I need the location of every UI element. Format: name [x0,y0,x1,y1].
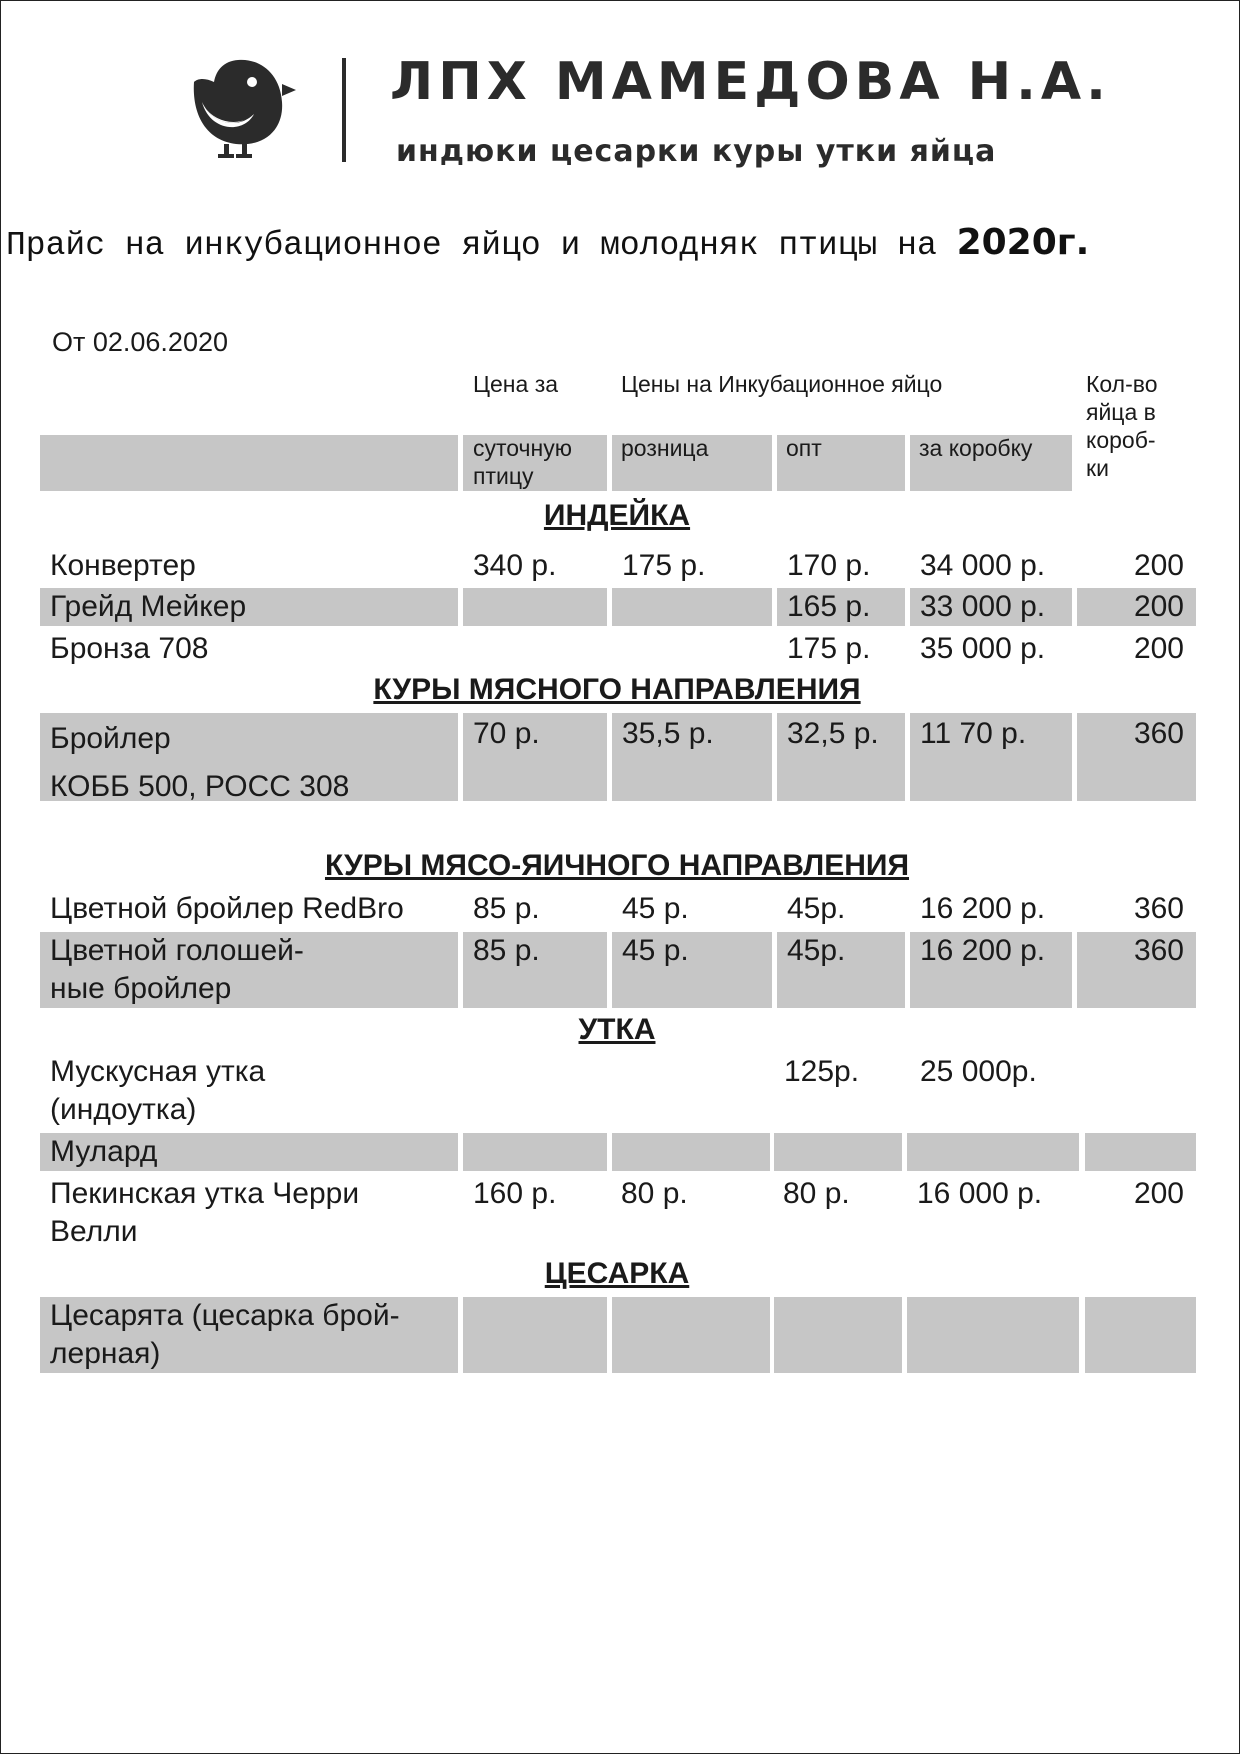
row-peking-chick: 160 р. [473,1177,557,1210]
row-guinea-keets-bg-chick [463,1297,607,1373]
row-muscovy-wholesale: 125р. [784,1055,860,1088]
header-wholesale: опт [786,435,822,461]
row-grade-maker-wholesale: 165 р. [787,590,871,623]
header-egg-prices: Цены на Инкубационное яйцо [621,371,943,397]
row-naked-neck-chick: 85 р. [473,934,540,967]
logo-divider [342,58,346,162]
header-box-qty-line1: Кол-во [1086,371,1158,397]
header-per-box: за коробку [919,435,1033,461]
row-muscovy-name-line2: (индоутка) [50,1093,197,1126]
row-broiler-wholesale: 32,5 р. [787,717,879,750]
row-naked-neck-name [50,932,304,1008]
row-redbro-retail: 45 р. [622,892,689,925]
row-naked-neck-qty: 360 [1133,934,1184,967]
row-bronze-qty: 200 [1133,632,1184,665]
row-grade-maker-box: 33 000 р. [920,590,1046,623]
row-bronze-wholesale: 175 р. [787,632,871,665]
row-redbro-chick: 85 р. [473,892,540,925]
header-box-qty [1086,370,1158,482]
header-box-qty-line4: ки [1086,455,1109,481]
row-mulard-name: Мулард [50,1135,158,1168]
price-date: От 02.06.2020 [52,327,229,357]
row-broiler-box: 11 70 р. [920,717,1027,750]
header-price-for: Цена за [473,371,559,397]
row-peking-name-line1: Пекинская утка Черри [50,1177,360,1210]
row-naked-neck-box: 16 200 р. [920,934,1046,967]
section-dual-purpose: КУРЫ МЯСО-ЯИЧНОГО НАПРАВЛЕНИЯ [324,849,910,882]
row-converter-chick: 340 р. [473,549,557,582]
row-redbro-name: Цветной бройлер RedBro [50,892,404,925]
row-bronze-box: 35 000 р. [920,632,1046,665]
header-box-qty-line3: короб- [1086,427,1156,453]
title-text: Прайс на инкубационное яйцо и молодняк птицы на [6,227,957,264]
row-converter-box: 34 000 р. [920,549,1046,582]
row-guinea-keets-name-line2: лерная) [50,1337,161,1370]
row-converter-retail: 175 р. [622,549,706,582]
row-broiler-qty: 360 [1133,717,1184,750]
header-chick [473,434,572,490]
section-turkey: ИНДЕЙКА [543,499,691,532]
row-redbro-qty: 360 [1133,892,1184,925]
header-box-qty-line2: яйца в [1086,399,1156,425]
row-broiler-name-line1: Бройлер [50,722,171,755]
row-grade-maker-bg-chick [463,588,607,626]
row-naked-neck-retail: 45 р. [622,934,689,967]
row-peking-retail: 80 р. [621,1177,688,1210]
header-chick-line2: птицу [473,463,534,489]
header-chick-line1: суточную [473,435,572,461]
row-muscovy-name [50,1053,265,1129]
row-guinea-keets-bg-retail [612,1297,770,1373]
row-peking-name-line2: Велли [50,1215,138,1248]
row-naked-neck-name-line1: Цветной голошей- [50,934,304,967]
row-grade-maker-bg-retail [612,588,772,626]
row-muscovy-box: 25 000р. [920,1055,1037,1088]
section-guinea-fowl: ЦЕСАРКА [544,1257,690,1290]
row-broiler-name-line2: КОББ 500, РОСС 308 [50,770,350,803]
row-mulard-bg-retail [612,1133,770,1171]
row-peking-name [50,1175,359,1251]
row-guinea-keets-bg-wholesale [774,1297,902,1373]
brand-tagline: индюки цесарки куры утки яйца [396,134,997,169]
row-broiler-name [50,715,349,811]
row-muscovy-name-line1: Мускусная утка [50,1055,266,1088]
row-peking-qty: 200 [1133,1177,1184,1210]
row-mulard-bg-chick [463,1133,607,1171]
header-cell-name [40,435,458,491]
row-grade-maker-name: Грейд Мейкер [50,590,247,623]
row-mulard-bg-wholesale [774,1133,902,1171]
row-mulard-bg-box [907,1133,1079,1171]
row-peking-wholesale: 80 р. [783,1177,850,1210]
row-naked-neck-name-line2: ные бройлер [50,972,232,1005]
row-guinea-keets-name [50,1297,400,1373]
row-naked-neck-wholesale: 45р. [787,934,846,967]
row-guinea-keets-name-line1: Цесарята (цесарка брой- [50,1299,400,1332]
row-converter-qty: 200 [1133,549,1184,582]
row-guinea-keets-bg-box [907,1297,1079,1373]
row-peking-box: 16 000 р. [917,1177,1043,1210]
row-broiler-retail: 35,5 р. [622,717,714,750]
title-year: 2020г. [956,222,1090,263]
row-converter-name: Конвертер [50,549,196,582]
row-grade-maker-qty: 200 [1133,590,1184,623]
section-broiler: КУРЫ МЯСНОГО НАПРАВЛЕНИЯ [373,673,861,706]
row-bronze-name: Бронза 708 [50,632,209,665]
row-redbro-box: 16 200 р. [920,892,1046,925]
row-redbro-wholesale: 45р. [787,892,846,925]
row-converter-wholesale: 170 р. [787,549,871,582]
bird-icon [184,52,300,162]
brand-name: ЛПХ МАМЕДОВА Н.А. [390,52,1111,112]
row-guinea-keets-bg-qty [1085,1297,1196,1373]
section-duck: УТКА [578,1013,656,1046]
row-broiler-chick: 70 р. [473,717,540,750]
header-retail: розница [621,435,709,461]
document-title [6,222,1089,264]
row-mulard-bg-qty [1085,1133,1196,1171]
